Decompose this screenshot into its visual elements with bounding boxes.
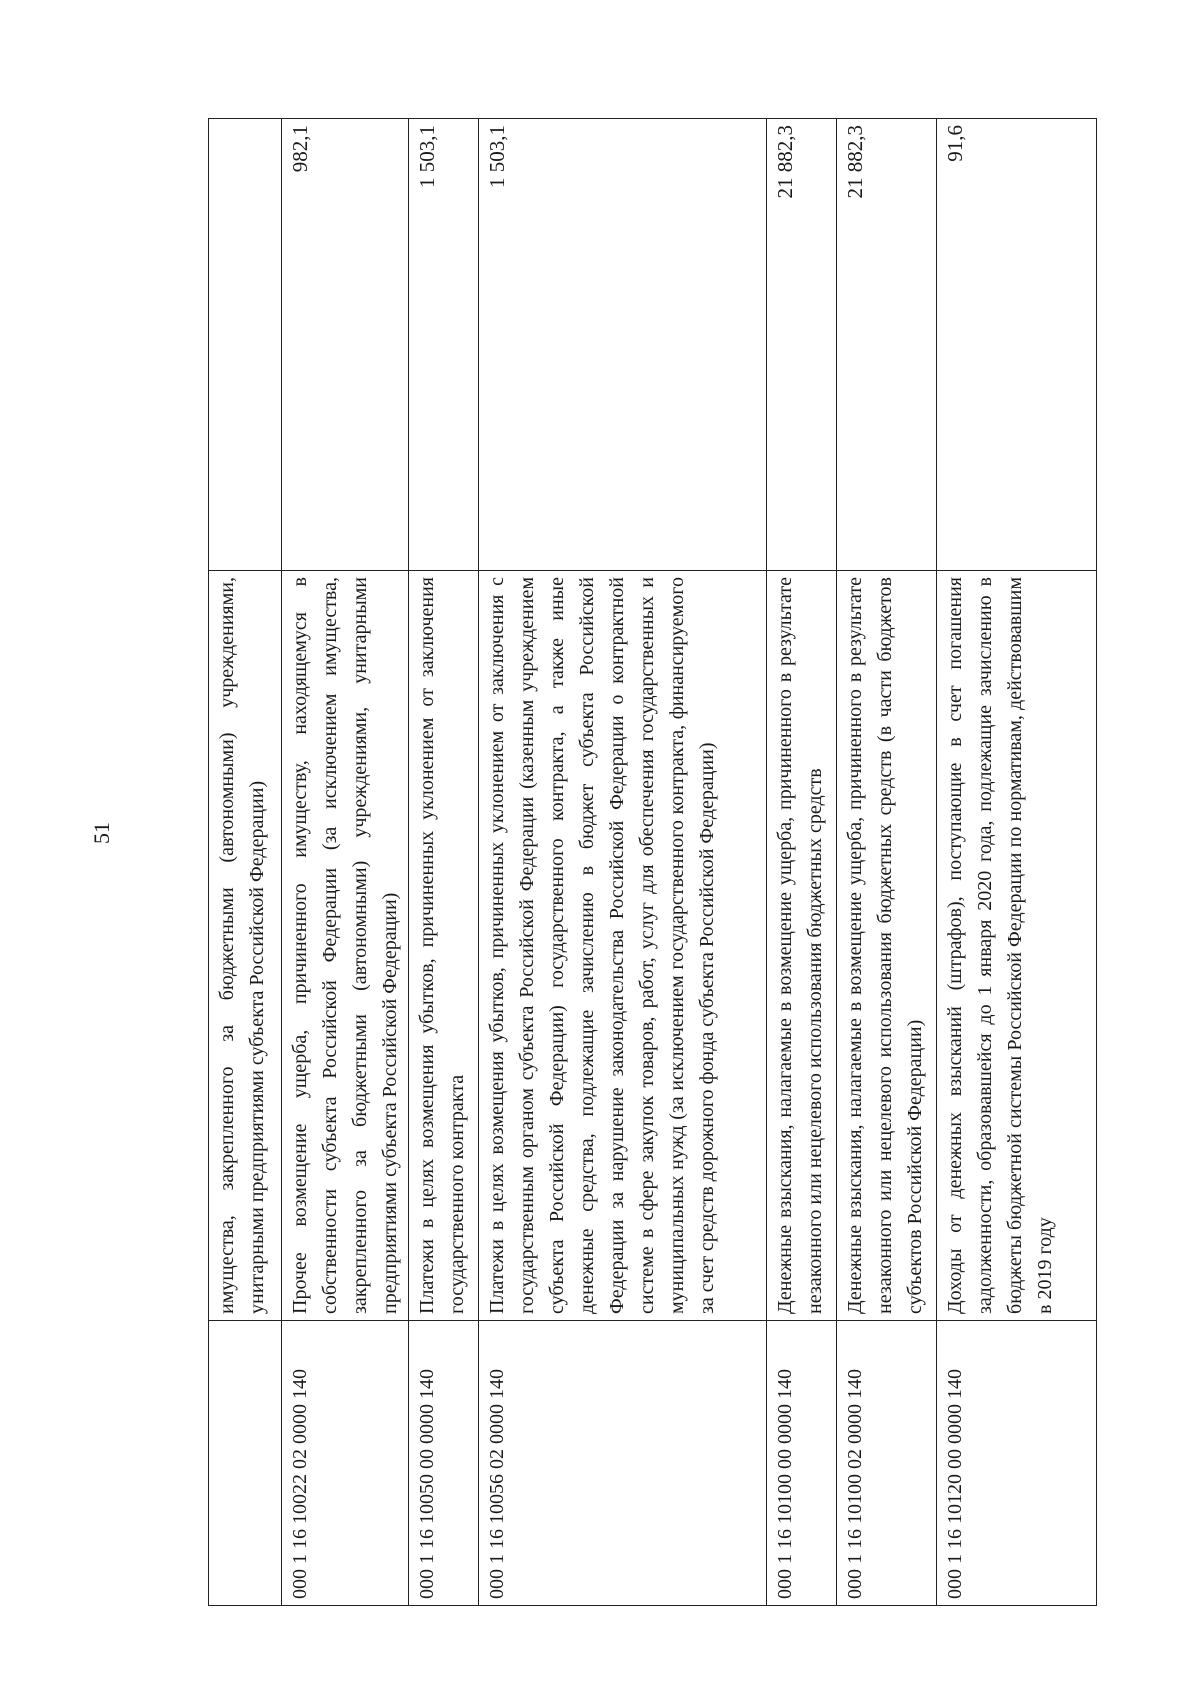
- table-row: [209, 119, 282, 1606]
- amount-cell: 1 503,1: [409, 119, 479, 571]
- page-number: 51: [89, 822, 114, 844]
- revenue-table: [208, 118, 1097, 1606]
- description-cell: Денежные взыскания, налагаемые в возмещение ущерба, причиненного в результате незаконного или нецелевого использования бюджетных средств (в части бюджетов субъектов Российской Федерации): [837, 571, 937, 1321]
- table-row: [282, 119, 409, 1606]
- budget-code-cell: [209, 1321, 282, 1606]
- description-cell: Доходы от денежных взысканий (штрафов), поступающие в счет погашения задолженности, образовавшейся до 1 января 2020 года, подлежащие зачислению в бюджеты бюджетной системы Российской Федерации по нормативам, действовавшим в 2019 году: [937, 571, 1097, 1321]
- amount-cell: 91,6: [937, 119, 1097, 571]
- amount-cell: 21 882,3: [837, 119, 937, 571]
- budget-code-cell: 000 1 16 10100 02 0000 140: [837, 1321, 937, 1606]
- table-row: [767, 119, 837, 1606]
- description-cell: Денежные взыскания, налагаемые в возмещение ущерба, причиненного в результате незаконного или нецелевого использования бюджетных средств: [767, 571, 837, 1321]
- amount-cell: 21 882,3: [767, 119, 837, 571]
- table-row: [937, 119, 1097, 1606]
- table-row: [479, 119, 767, 1606]
- budget-code-cell: 000 1 16 10100 00 0000 140: [767, 1321, 837, 1606]
- description-cell: Прочее возмещение ущерба, причиненного имуществу, находящемуся в собственности субъекта Российской Федерации (за исключением имущества, закрепленного за бюджетными (автономными) учреждениями, унитарными предприятиями субъекта Российской Федерации): [282, 571, 409, 1321]
- budget-code-cell: 000 1 16 10022 02 0000 140: [282, 1321, 409, 1606]
- description-cell: имущества, закрепленного за бюджетными (автономными) учреждениями, унитарными предприятиями субъекта Российской Федерации): [209, 571, 282, 1321]
- rotated-table-container: [208, 119, 1096, 1606]
- budget-code-cell: 000 1 16 10050 00 0000 140: [409, 1321, 479, 1606]
- table-row: [837, 119, 937, 1606]
- table-row: [409, 119, 479, 1606]
- budget-code-cell: 000 1 16 10056 02 0000 140: [479, 1321, 767, 1606]
- description-cell: Платежи в целях возмещения убытков, причиненных уклонением от заключения с государственным органом субъекта Российской Федерации (казенным учреждением субъекта Российской Федерации) государственного контракта, а также иные денежные средства, подлежащие зачислению в бюджет субъекта Российской Федерации за нарушение законодательства Российской Федерации о контрактной системе в сфере закупок товаров, работ, услуг для обеспечения государственных и муниципальных нужд (за исключением государственного контракта, финансируемого за счет средств дорожного фонда субъекта Российской Федерации): [479, 571, 767, 1321]
- amount-cell: 982,1: [282, 119, 409, 571]
- amount-cell: 1 503,1: [479, 119, 767, 571]
- amount-cell: [209, 119, 282, 571]
- description-cell: Платежи в целях возмещения убытков, причиненных уклонением от заключения государственного контракта: [409, 571, 479, 1321]
- budget-code-cell: 000 1 16 10120 00 0000 140: [937, 1321, 1097, 1606]
